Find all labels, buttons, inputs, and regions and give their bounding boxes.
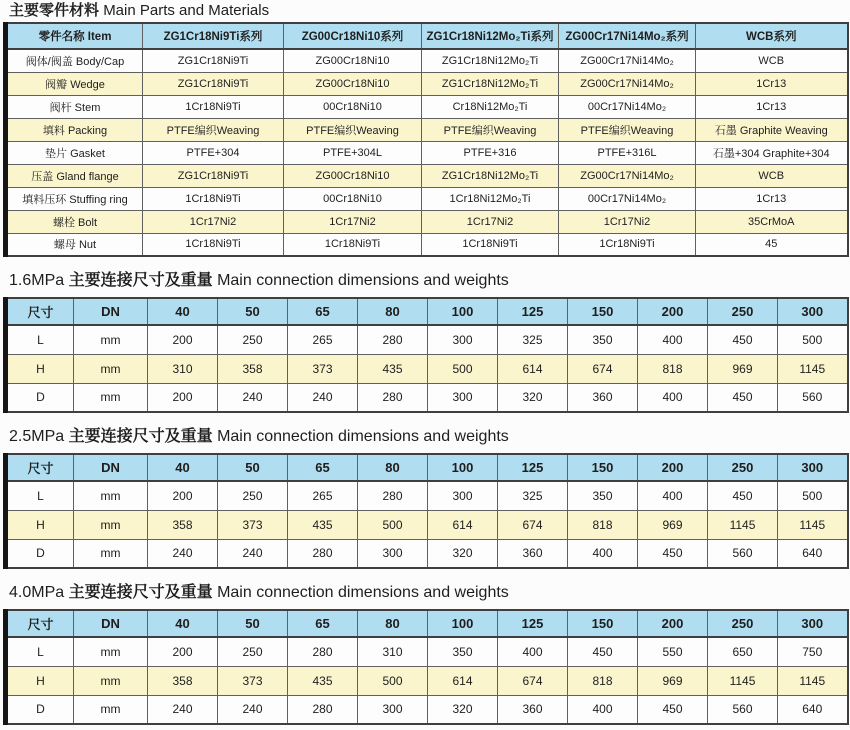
dimensions-row: [6, 354, 848, 383]
materials-cell: 1Cr18Ni9Ti: [284, 233, 422, 256]
dimensions-col-header: 尺寸: [6, 610, 74, 637]
dimension-cell: 500: [358, 510, 428, 539]
dimension-cell: 500: [358, 666, 428, 695]
unit-cell: mm: [74, 325, 148, 354]
row-item-label: 阀杆 Stem: [6, 95, 143, 118]
section-title-en: Main connection dimensions and weights: [217, 272, 509, 289]
dimension-cell: 240: [218, 695, 288, 724]
dimensions-col-header: 300: [778, 454, 848, 481]
dimensions-col-header: DN: [74, 610, 148, 637]
dimension-cell: 400: [638, 325, 708, 354]
materials-cell: 00Cr18Ni10: [284, 187, 422, 210]
dimensions-col-header: 250: [708, 610, 778, 637]
dimension-cell: 450: [638, 695, 708, 724]
dimension-label: H: [6, 666, 74, 695]
dimension-cell: 650: [708, 637, 778, 666]
dimensions-col-header: 200: [638, 454, 708, 481]
row-item-label: 垫片 Gasket: [6, 141, 143, 164]
dimensions-col-header: 125: [498, 298, 568, 325]
pressure-label: 4.0MPa: [9, 584, 65, 601]
dimension-sections: [3, 270, 845, 725]
dimensions-col-header: 100: [428, 298, 498, 325]
dimension-cell: 969: [638, 666, 708, 695]
dimension-cell: 450: [568, 637, 638, 666]
dimensions-row: [6, 637, 848, 666]
materials-row: [6, 210, 848, 233]
dimension-cell: 674: [498, 666, 568, 695]
materials-cell: ZG00Cr18Ni10: [284, 72, 422, 95]
materials-row: [6, 72, 848, 95]
page-title: [9, 2, 845, 19]
materials-row: [6, 141, 848, 164]
dimensions-table-body: [6, 637, 848, 724]
dimension-cell: 265: [288, 481, 358, 510]
dimension-label: D: [6, 539, 74, 568]
dimensions-col-header: 250: [708, 454, 778, 481]
dimensions-col-header: 250: [708, 298, 778, 325]
dimensions-col-header: 80: [358, 454, 428, 481]
dimension-cell: 400: [638, 481, 708, 510]
section-title: [9, 270, 845, 291]
dimensions-row: [6, 481, 848, 510]
dimension-cell: 250: [218, 481, 288, 510]
materials-row: [6, 187, 848, 210]
dimensions-col-header: 50: [218, 454, 288, 481]
dimension-cell: 614: [428, 510, 498, 539]
dimensions-col-header: 80: [358, 298, 428, 325]
dimension-cell: 435: [358, 354, 428, 383]
dimension-cell: 500: [778, 325, 848, 354]
section-title-zh: 主要连接尺寸及重量: [68, 272, 213, 289]
dimension-cell: 358: [218, 354, 288, 383]
materials-col-header: WCB系列: [696, 23, 848, 49]
dimension-cell: 400: [638, 383, 708, 412]
section-title-en: Main connection dimensions and weights: [217, 584, 509, 601]
dimension-cell: 560: [778, 383, 848, 412]
section-title-en: Main connection dimensions and weights: [217, 428, 509, 445]
row-item-label: 填料压环 Stuffing ring: [6, 187, 143, 210]
materials-cell: PTFE+316: [422, 141, 559, 164]
dimension-cell: 325: [498, 325, 568, 354]
dimensions-header-row: [6, 610, 848, 637]
dimension-cell: 435: [288, 510, 358, 539]
page-title-zh: 主要零件材料: [9, 2, 100, 19]
dimension-cell: 450: [708, 325, 778, 354]
materials-row: [6, 118, 848, 141]
materials-cell: PTFE+304L: [284, 141, 422, 164]
dimension-cell: 450: [708, 383, 778, 412]
dimension-cell: 360: [498, 695, 568, 724]
dimension-section: [3, 582, 845, 725]
unit-cell: mm: [74, 539, 148, 568]
dimension-label: L: [6, 325, 74, 354]
materials-cell: ZG00Cr18Ni10: [284, 164, 422, 187]
unit-cell: mm: [74, 510, 148, 539]
dimensions-col-header: 300: [778, 610, 848, 637]
dimensions-col-header: DN: [74, 298, 148, 325]
dimensions-col-header: 200: [638, 298, 708, 325]
dimension-cell: 300: [428, 481, 498, 510]
row-item-label: 螺母 Nut: [6, 233, 143, 256]
dimension-cell: 320: [498, 383, 568, 412]
materials-cell: ZG1Cr18Ni9Ti: [143, 164, 284, 187]
dimension-section: [3, 426, 845, 569]
dimension-cell: 350: [428, 637, 498, 666]
dimension-label: L: [6, 481, 74, 510]
dimensions-col-header: 100: [428, 454, 498, 481]
materials-row: [6, 95, 848, 118]
dimension-cell: 250: [218, 637, 288, 666]
materials-col-header: ZG00Cr17Ni14Mo₂系列: [559, 23, 696, 49]
dimension-cell: 280: [358, 383, 428, 412]
dimension-cell: 969: [708, 354, 778, 383]
pressure-label: 1.6MPa: [9, 272, 65, 289]
dimensions-col-header: DN: [74, 454, 148, 481]
dimension-label: H: [6, 354, 74, 383]
materials-cell: 1Cr18Ni9Ti: [559, 233, 696, 256]
materials-cell: 1Cr17Ni2: [143, 210, 284, 233]
dimension-cell: 1145: [778, 666, 848, 695]
dimension-cell: 750: [778, 637, 848, 666]
dimension-cell: 200: [148, 481, 218, 510]
dimension-cell: 240: [218, 539, 288, 568]
dimension-cell: 674: [568, 354, 638, 383]
materials-cell: PTFE编织Weaving: [143, 118, 284, 141]
dimensions-col-header: 80: [358, 610, 428, 637]
row-item-label: 阀体/阀盖 Body/Cap: [6, 49, 143, 72]
dimension-cell: 550: [638, 637, 708, 666]
dimensions-row: [6, 510, 848, 539]
dimension-cell: 674: [498, 510, 568, 539]
materials-cell: PTFE编织Weaving: [284, 118, 422, 141]
row-item-label: 螺栓 Bolt: [6, 210, 143, 233]
materials-table-body: [6, 49, 848, 256]
dimension-cell: 818: [568, 666, 638, 695]
dimensions-row: [6, 539, 848, 568]
dimension-cell: 373: [218, 510, 288, 539]
dimension-cell: 350: [568, 325, 638, 354]
dimensions-col-header: 150: [568, 454, 638, 481]
dimensions-row: [6, 666, 848, 695]
materials-col-header: ZG1Cr18Ni12Mo₂Ti系列: [422, 23, 559, 49]
row-item-label: 填料 Packing: [6, 118, 143, 141]
materials-header-row: [6, 23, 848, 49]
dimension-label: L: [6, 637, 74, 666]
materials-cell: 1Cr17Ni2: [422, 210, 559, 233]
dimension-cell: 358: [148, 510, 218, 539]
dimensions-header-row: [6, 298, 848, 325]
section-title: [9, 582, 845, 603]
materials-cell: 1Cr17Ni2: [284, 210, 422, 233]
unit-cell: mm: [74, 383, 148, 412]
materials-col-header: ZG00Cr18Ni10系列: [284, 23, 422, 49]
dimension-cell: 1145: [778, 354, 848, 383]
dimension-cell: 280: [288, 695, 358, 724]
dimension-cell: 300: [428, 325, 498, 354]
materials-cell: WCB: [696, 49, 848, 72]
materials-row: [6, 233, 848, 256]
dimension-cell: 450: [708, 481, 778, 510]
materials-cell: 00Cr17Ni14Mo₂: [559, 187, 696, 210]
row-item-label: 压盖 Gland flange: [6, 164, 143, 187]
materials-cell: Cr18Ni12Mo₂Ti: [422, 95, 559, 118]
materials-cell: WCB: [696, 164, 848, 187]
materials-cell: ZG00Cr17Ni14Mo₂: [559, 72, 696, 95]
dimensions-col-header: 65: [288, 298, 358, 325]
dimension-cell: 300: [358, 695, 428, 724]
materials-cell: 1Cr13: [696, 187, 848, 210]
dimension-cell: 400: [498, 637, 568, 666]
pressure-label: 2.5MPa: [9, 428, 65, 445]
dimensions-col-header: 40: [148, 298, 218, 325]
dimension-label: H: [6, 510, 74, 539]
dimensions-col-header: 50: [218, 610, 288, 637]
materials-cell: PTFE编织Weaving: [559, 118, 696, 141]
materials-cell: 石墨 Graphite Weaving: [696, 118, 848, 141]
dimensions-table: [3, 297, 849, 413]
dimension-cell: 400: [568, 695, 638, 724]
unit-cell: mm: [74, 666, 148, 695]
dimension-cell: 320: [428, 695, 498, 724]
dimension-cell: 240: [218, 383, 288, 412]
dimensions-col-header: 125: [498, 454, 568, 481]
dimension-cell: 818: [568, 510, 638, 539]
materials-cell: ZG1Cr18Ni9Ti: [143, 72, 284, 95]
materials-col-header: ZG1Cr18Ni9Ti系列: [143, 23, 284, 49]
materials-cell: 1Cr18Ni12Mo₂Ti: [422, 187, 559, 210]
dimensions-table: [3, 609, 849, 725]
materials-cell: ZG1Cr18Ni12Mo₂Ti: [422, 72, 559, 95]
dimension-section: [3, 270, 845, 413]
materials-cell: ZG00Cr18Ni10: [284, 49, 422, 72]
unit-cell: mm: [74, 637, 148, 666]
dimension-cell: 969: [638, 510, 708, 539]
dimensions-col-header: 40: [148, 610, 218, 637]
dimensions-col-header: 尺寸: [6, 454, 74, 481]
section-title-zh: 主要连接尺寸及重量: [68, 584, 213, 601]
materials-table: [3, 22, 849, 257]
dimensions-table-body: [6, 481, 848, 568]
dimension-cell: 500: [428, 354, 498, 383]
dimension-cell: 200: [148, 325, 218, 354]
row-item-label: 阀瓣 Wedge: [6, 72, 143, 95]
dimensions-col-header: 200: [638, 610, 708, 637]
section-title-zh: 主要连接尺寸及重量: [68, 428, 213, 445]
unit-cell: mm: [74, 354, 148, 383]
dimension-cell: 265: [288, 325, 358, 354]
dimension-cell: 818: [638, 354, 708, 383]
dimension-cell: 400: [568, 539, 638, 568]
materials-cell: 00Cr17Ni14Mo₂: [559, 95, 696, 118]
dimension-cell: 1145: [778, 510, 848, 539]
materials-cell: 00Cr18Ni10: [284, 95, 422, 118]
dimension-cell: 450: [638, 539, 708, 568]
materials-cell: ZG00Cr17Ni14Mo₂: [559, 49, 696, 72]
section-title: [9, 426, 845, 447]
materials-cell: 1Cr13: [696, 95, 848, 118]
dimensions-col-header: 尺寸: [6, 298, 74, 325]
materials-cell: ZG1Cr18Ni12Mo₂Ti: [422, 164, 559, 187]
dimension-cell: 350: [568, 481, 638, 510]
materials-cell: ZG00Cr17Ni14Mo₂: [559, 164, 696, 187]
dimension-cell: 614: [498, 354, 568, 383]
dimensions-header-row: [6, 454, 848, 481]
dimension-cell: 250: [218, 325, 288, 354]
materials-cell: 1Cr13: [696, 72, 848, 95]
dimension-cell: 640: [778, 695, 848, 724]
dimension-cell: 240: [148, 539, 218, 568]
dimensions-col-header: 150: [568, 610, 638, 637]
materials-row: [6, 49, 848, 72]
dimension-cell: 280: [288, 637, 358, 666]
dimensions-col-header: 65: [288, 454, 358, 481]
unit-cell: mm: [74, 695, 148, 724]
dimension-cell: 200: [148, 637, 218, 666]
dimension-cell: 360: [568, 383, 638, 412]
dimensions-table: [3, 453, 849, 569]
materials-cell: PTFE+304: [143, 141, 284, 164]
dimension-cell: 614: [428, 666, 498, 695]
materials-col-header: 零件名称 Item: [6, 23, 143, 49]
materials-cell: 1Cr18Ni9Ti: [143, 233, 284, 256]
materials-cell: 45: [696, 233, 848, 256]
dimensions-col-header: 125: [498, 610, 568, 637]
dimensions-row: [6, 695, 848, 724]
dimension-cell: 640: [778, 539, 848, 568]
dimension-cell: 200: [148, 383, 218, 412]
dimension-cell: 1145: [708, 510, 778, 539]
materials-row: [6, 164, 848, 187]
dimension-cell: 240: [148, 695, 218, 724]
materials-cell: 1Cr18Ni9Ti: [143, 95, 284, 118]
materials-cell: ZG1Cr18Ni12Mo₂Ti: [422, 49, 559, 72]
unit-cell: mm: [74, 481, 148, 510]
dimension-label: D: [6, 695, 74, 724]
dimensions-col-header: 50: [218, 298, 288, 325]
dimensions-row: [6, 383, 848, 412]
dimension-cell: 300: [358, 539, 428, 568]
dimensions-col-header: 150: [568, 298, 638, 325]
materials-cell: 35CrMoA: [696, 210, 848, 233]
dimension-cell: 358: [148, 666, 218, 695]
dimension-cell: 280: [358, 481, 428, 510]
page-title-en: Main Parts and Materials: [103, 2, 270, 19]
dimensions-col-header: 100: [428, 610, 498, 637]
dimensions-col-header: 40: [148, 454, 218, 481]
dimension-cell: 325: [498, 481, 568, 510]
dimension-cell: 280: [358, 325, 428, 354]
dimension-cell: 1145: [708, 666, 778, 695]
materials-cell: PTFE编织Weaving: [422, 118, 559, 141]
dimension-cell: 435: [288, 666, 358, 695]
dimension-cell: 300: [428, 383, 498, 412]
dimension-cell: 310: [358, 637, 428, 666]
materials-cell: 石墨+304 Graphite+304: [696, 141, 848, 164]
dimension-cell: 360: [498, 539, 568, 568]
materials-cell: 1Cr18Ni9Ti: [422, 233, 559, 256]
dimensions-table-body: [6, 325, 848, 412]
dimension-cell: 280: [288, 539, 358, 568]
dimension-cell: 320: [428, 539, 498, 568]
dimension-cell: 373: [288, 354, 358, 383]
dimension-cell: 373: [218, 666, 288, 695]
dimension-cell: 240: [288, 383, 358, 412]
dimensions-col-header: 300: [778, 298, 848, 325]
materials-cell: PTFE+316L: [559, 141, 696, 164]
dimensions-row: [6, 325, 848, 354]
materials-cell: 1Cr18Ni9Ti: [143, 187, 284, 210]
dimension-cell: 310: [148, 354, 218, 383]
dimension-cell: 560: [708, 695, 778, 724]
dimension-cell: 500: [778, 481, 848, 510]
materials-cell: 1Cr17Ni2: [559, 210, 696, 233]
dimensions-col-header: 65: [288, 610, 358, 637]
dimension-cell: 560: [708, 539, 778, 568]
materials-cell: ZG1Cr18Ni9Ti: [143, 49, 284, 72]
dimension-label: D: [6, 383, 74, 412]
